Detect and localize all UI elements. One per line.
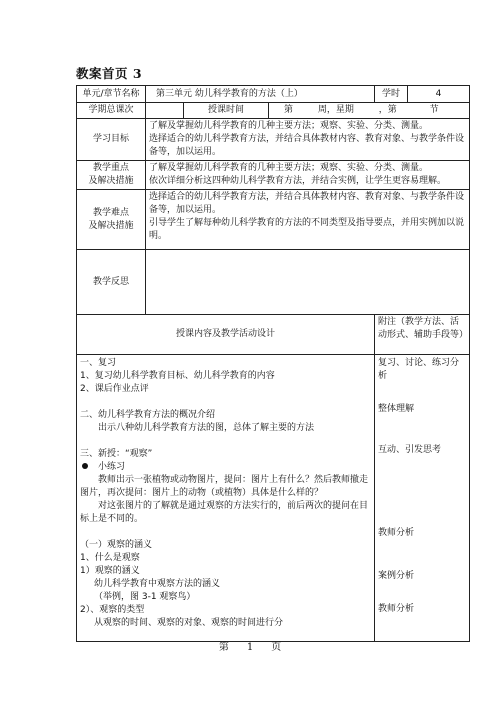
notes-title: 附注（教学方法、活动形式、辅助手段等） [375,315,470,355]
footer-prefix: 第 [218,642,229,653]
observation-types: 2）、观察的类型 [80,605,145,615]
note-new-lesson: 互动、引发思考 [378,445,442,455]
key-points-line-2: 依次详细分析这四种幼儿科学教育方法，并结合实例，让学生更容易理解。 [149,176,447,186]
key-points-content [146,161,470,190]
reflection-row [77,250,470,315]
unit-row [77,86,470,103]
difficulties-content [146,190,470,250]
review-item-1: 1、复习幼儿科学教育目标、幼儿科学教育的内容 [80,371,275,381]
week-unit: 周，星期 [317,105,354,115]
schedule-row [77,103,470,119]
new-lesson-title: 三、新授：“观察” [80,449,153,459]
goals-line-1: 了解及掌握幼儿科学教育的几种主要方法；观察、实验、分类、测量。 [149,121,429,131]
session-prefix: ，第 [378,105,397,115]
review-item-2: 2、课后作业点评 [80,384,149,394]
difficulties-label: 教学难点 及解决措施 [77,190,146,250]
session-unit: 节 [429,105,439,115]
note-case: 案例分析 [378,571,415,581]
note-overview: 整体理解 [378,404,415,414]
goals-label: 学习目标 [77,119,146,161]
exercise-paragraph-1: 教师出示一张植物或动物图片，提问：图片上有什么？然后教师撤走图片，再次提问：图片上的动物（或植物）具体是什么样的？ [80,475,369,498]
overview-text: 出示八种幼儿科学教育方法的图，总体了解主要的方法 [98,423,315,433]
exercise-title: 小练习 [98,462,126,472]
total-sessions-label: 学期总课次 [77,103,146,119]
total-sessions-value [146,103,184,119]
goals-row [77,119,470,161]
observation-definition: 1）观察的涵义 [80,566,140,576]
reflection-content [146,250,470,315]
page-footer [0,638,500,653]
observation-example: （举例，图 3-1 观察鸟） [94,592,196,602]
footer-page-number: 1 [246,642,254,653]
observation-types-text: 从观察的时间、观察的对象、观察的时间进行分 [94,618,284,628]
notes-cell [375,355,470,642]
time-label: 授课时间 [184,103,269,119]
exercise-bullet [80,461,371,474]
exercise-paragraph-2: 对这张图片的了解就是通过观察的方法实行的，前后两次的提问在目标上是不同的。 [80,501,369,524]
time-value [269,103,470,119]
note-review: 复习、讨论、练习分析 [378,358,460,381]
note-teacher-2: 教师分析 [378,604,415,614]
content-cell [77,355,375,642]
hours-label: 学时 [375,86,408,103]
section-1-title: （一）观察的涵义 [80,540,153,550]
design-header-row [77,315,470,355]
lesson-plan-table [76,85,470,642]
what-is-observation: 1、什么是观察 [80,553,140,563]
design-title: 授课内容及教学活动设计 [77,315,375,355]
overview-title: 二、幼儿科学教育方法的概况介绍 [80,410,216,420]
bullet-icon [82,463,88,469]
key-points-label: 教学重点 及解决措施 [77,161,146,190]
review-title: 一、复习 [80,358,117,368]
note-teacher-1: 教师分析 [378,528,415,538]
unit-value: 第三单元 幼儿科学教育的方法（上） [146,86,375,103]
difficulties-line-1: 选择适合的幼儿科学教育方法，并结合具体教材内容、教育对象、与教学条件设备等，加以运用。 [149,192,465,215]
content-row [77,355,470,642]
goals-line-2: 选择适合的幼儿科学教育方法，并结合具体教材内容、教育对象、与教学条件设备等，加以运用。 [149,134,465,157]
unit-label: 单元/章节名称 [77,86,146,103]
reflection-label: 教学反思 [77,250,146,315]
observation-definition-text: 幼儿科学教育中观察方法的涵义 [94,579,221,589]
hours-value: 4 [408,86,470,103]
footer-suffix: 页 [271,642,282,653]
week-prefix: 第 [284,105,294,115]
page-title: 教案首页 3 [76,66,143,81]
goals-content [146,119,470,161]
difficulties-line-2: 引导学生了解每种幼儿科学教育的方法的不同类型及指导要点，并用实例加以说明。 [149,218,465,241]
difficulties-row [77,190,470,250]
key-points-line-1: 了解及掌握幼儿科学教育的几种主要方法；观察、实验、分类、测量。 [149,163,429,173]
key-points-row [77,161,470,190]
